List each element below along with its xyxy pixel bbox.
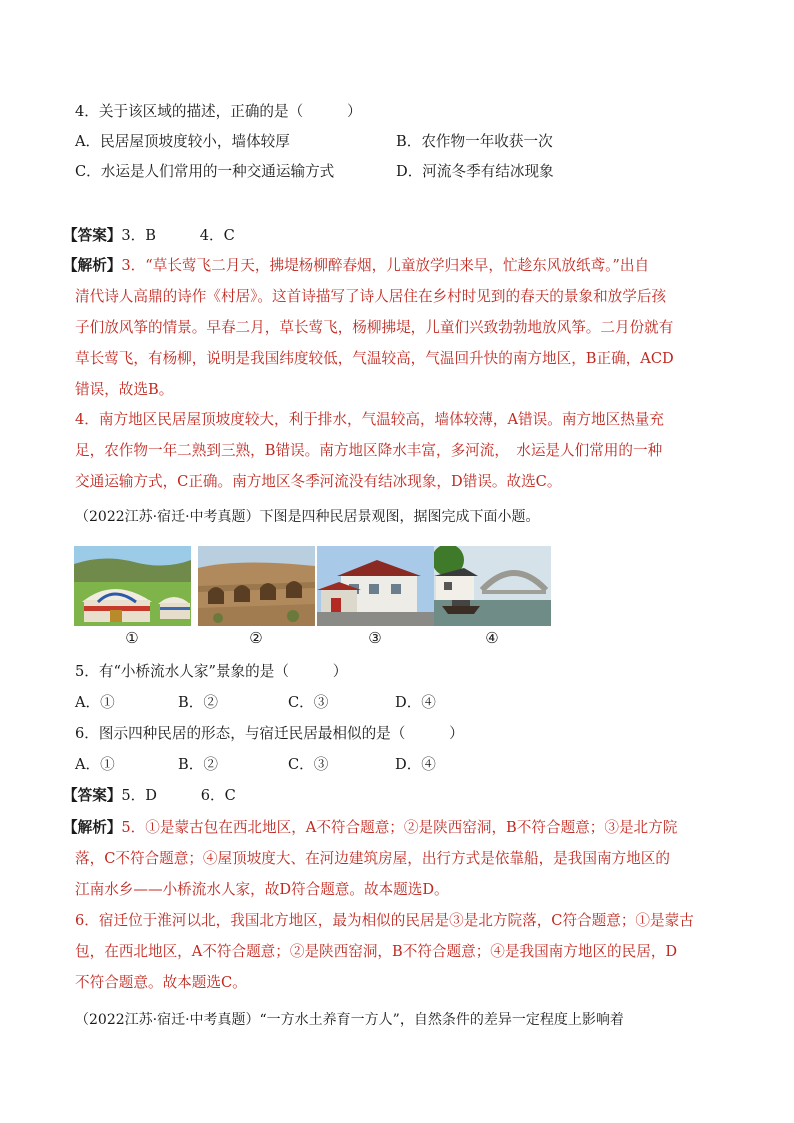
source-note-3: （2022江苏·宿迁·中考真题）“一方水土养育一方人”，自然条件的差异一定程度上影响着 — [75, 1012, 624, 1028]
analysis-6-line-1: 6．宿迁位于淮河以北，我国北方地区，最为相似的民居是③是北方院落，C符合题意；①是蒙古 — [75, 912, 694, 929]
answer-3-4 — [63, 226, 235, 246]
q6-option-c: C．③ — [288, 756, 329, 773]
q6-option-a: A．① — [75, 756, 115, 773]
q4-option-c: C．水运是人们常用的一种交通运输方式 — [75, 163, 335, 180]
analysis-label: 【解析】 — [63, 819, 122, 836]
analysis-6-line-3: 不符合题意。故本题选C。 — [75, 974, 247, 991]
analysis-4-line-2: 足，农作物一年二熟到三熟，B错误。南方地区降水丰富，多河流， 水运是人们常用的一种 — [75, 442, 663, 459]
analysis-text: 3．“草长莺飞二月天，拂堤杨柳醉春烟，儿童放学归来早，忙趁东风放纸鸢。”出自 — [121, 257, 650, 274]
analysis-6-line-2: 包，在西北地区，A不符合题意；②是陕西窑洞，B不符合题意；④是我国南方地区的民居，D — [75, 943, 678, 960]
analysis-5-line-3: 江南水乡——小桥流水人家，故D符合题意。故本题选D。 — [75, 881, 449, 898]
analysis-3-line-3: 子们放风筝的情景。早春二月，草长莺飞，杨柳拂堤，儿童们兴致勃勃地放风筝。二月份就有 — [75, 319, 674, 336]
photo-label-1: ① — [125, 629, 139, 647]
photo-label-4: ④ — [485, 629, 499, 647]
q4-stem: 4．关于该区域的描述，正确的是（ ） — [75, 103, 362, 120]
q6-option-b: B．② — [178, 756, 218, 773]
analysis-3-line-4: 草长莺飞，有杨柳，说明是我国纬度较低，气温较高，气温回升快的南方地区，B正确，ACD — [75, 350, 674, 367]
q4-option-b: B．农作物一年收获一次 — [396, 133, 553, 150]
q4-option-a: A．民居屋顶坡度较小，墙体较厚 — [75, 133, 290, 150]
analysis-5-line-2: 落，C不符合题意；④屋顶坡度大、在河边建筑房屋，出行方式是依靠船，是我国南方地区的 — [75, 850, 670, 867]
q4-option-d: D．河流冬季有结冰现象 — [396, 163, 554, 180]
analysis-text: 5．①是蒙古包在西北地区，A不符合题意；②是陕西窑洞，B不符合题意；③是北方院 — [121, 819, 678, 836]
analysis-3-line-2: 清代诗人高鼎的诗作《村居》。这首诗描写了诗人居住在乡村时见到的春天的景象和放学后孩 — [75, 288, 667, 305]
photo-yurt — [74, 546, 191, 626]
analysis-label: 【解析】 — [63, 257, 122, 274]
analysis-4-line-3: 交通运输方式，C正确。南方地区冬季河流没有结冰现象，D错误。故选C。 — [75, 473, 562, 490]
analysis-3-line-5: 错误，故选B。 — [75, 381, 174, 398]
q5-option-d: D．④ — [395, 694, 436, 711]
analysis-4-line-1: 4．南方地区民居屋顶坡度较大，利于排水，气温较高，墙体较薄，A错误。南方地区热量充 — [75, 411, 664, 428]
source-note-2: （2022江苏·宿迁·中考真题）下图是四种民居景观图，据图完成下面小题。 — [75, 509, 540, 525]
answer-label: 【答案】 — [63, 787, 122, 804]
photo-label-2: ② — [249, 629, 263, 647]
photo-cave-dwelling — [198, 546, 315, 626]
q5-option-a: A．① — [75, 694, 115, 711]
photo-label-3: ③ — [368, 629, 382, 647]
analysis-3-line-1 — [63, 256, 649, 276]
q6-stem: 6．图示四种民居的形态，与宿迁民居最相似的是（ ） — [75, 725, 464, 742]
answer-5-6 — [63, 786, 236, 806]
analysis-5-line-1 — [63, 818, 677, 838]
q5-option-b: B．② — [178, 694, 218, 711]
q5-stem: 5．有“小桥流水人家”景象的是（ ） — [75, 663, 348, 680]
photo-courtyard — [317, 546, 434, 626]
answer-label: 【答案】 — [63, 227, 122, 244]
answer-text: 5．D 6．C — [121, 787, 236, 804]
photo-water-town — [434, 546, 551, 626]
q6-option-d: D．④ — [395, 756, 436, 773]
answer-text: 3．B 4．C — [121, 227, 235, 244]
q5-option-c: C．③ — [288, 694, 329, 711]
